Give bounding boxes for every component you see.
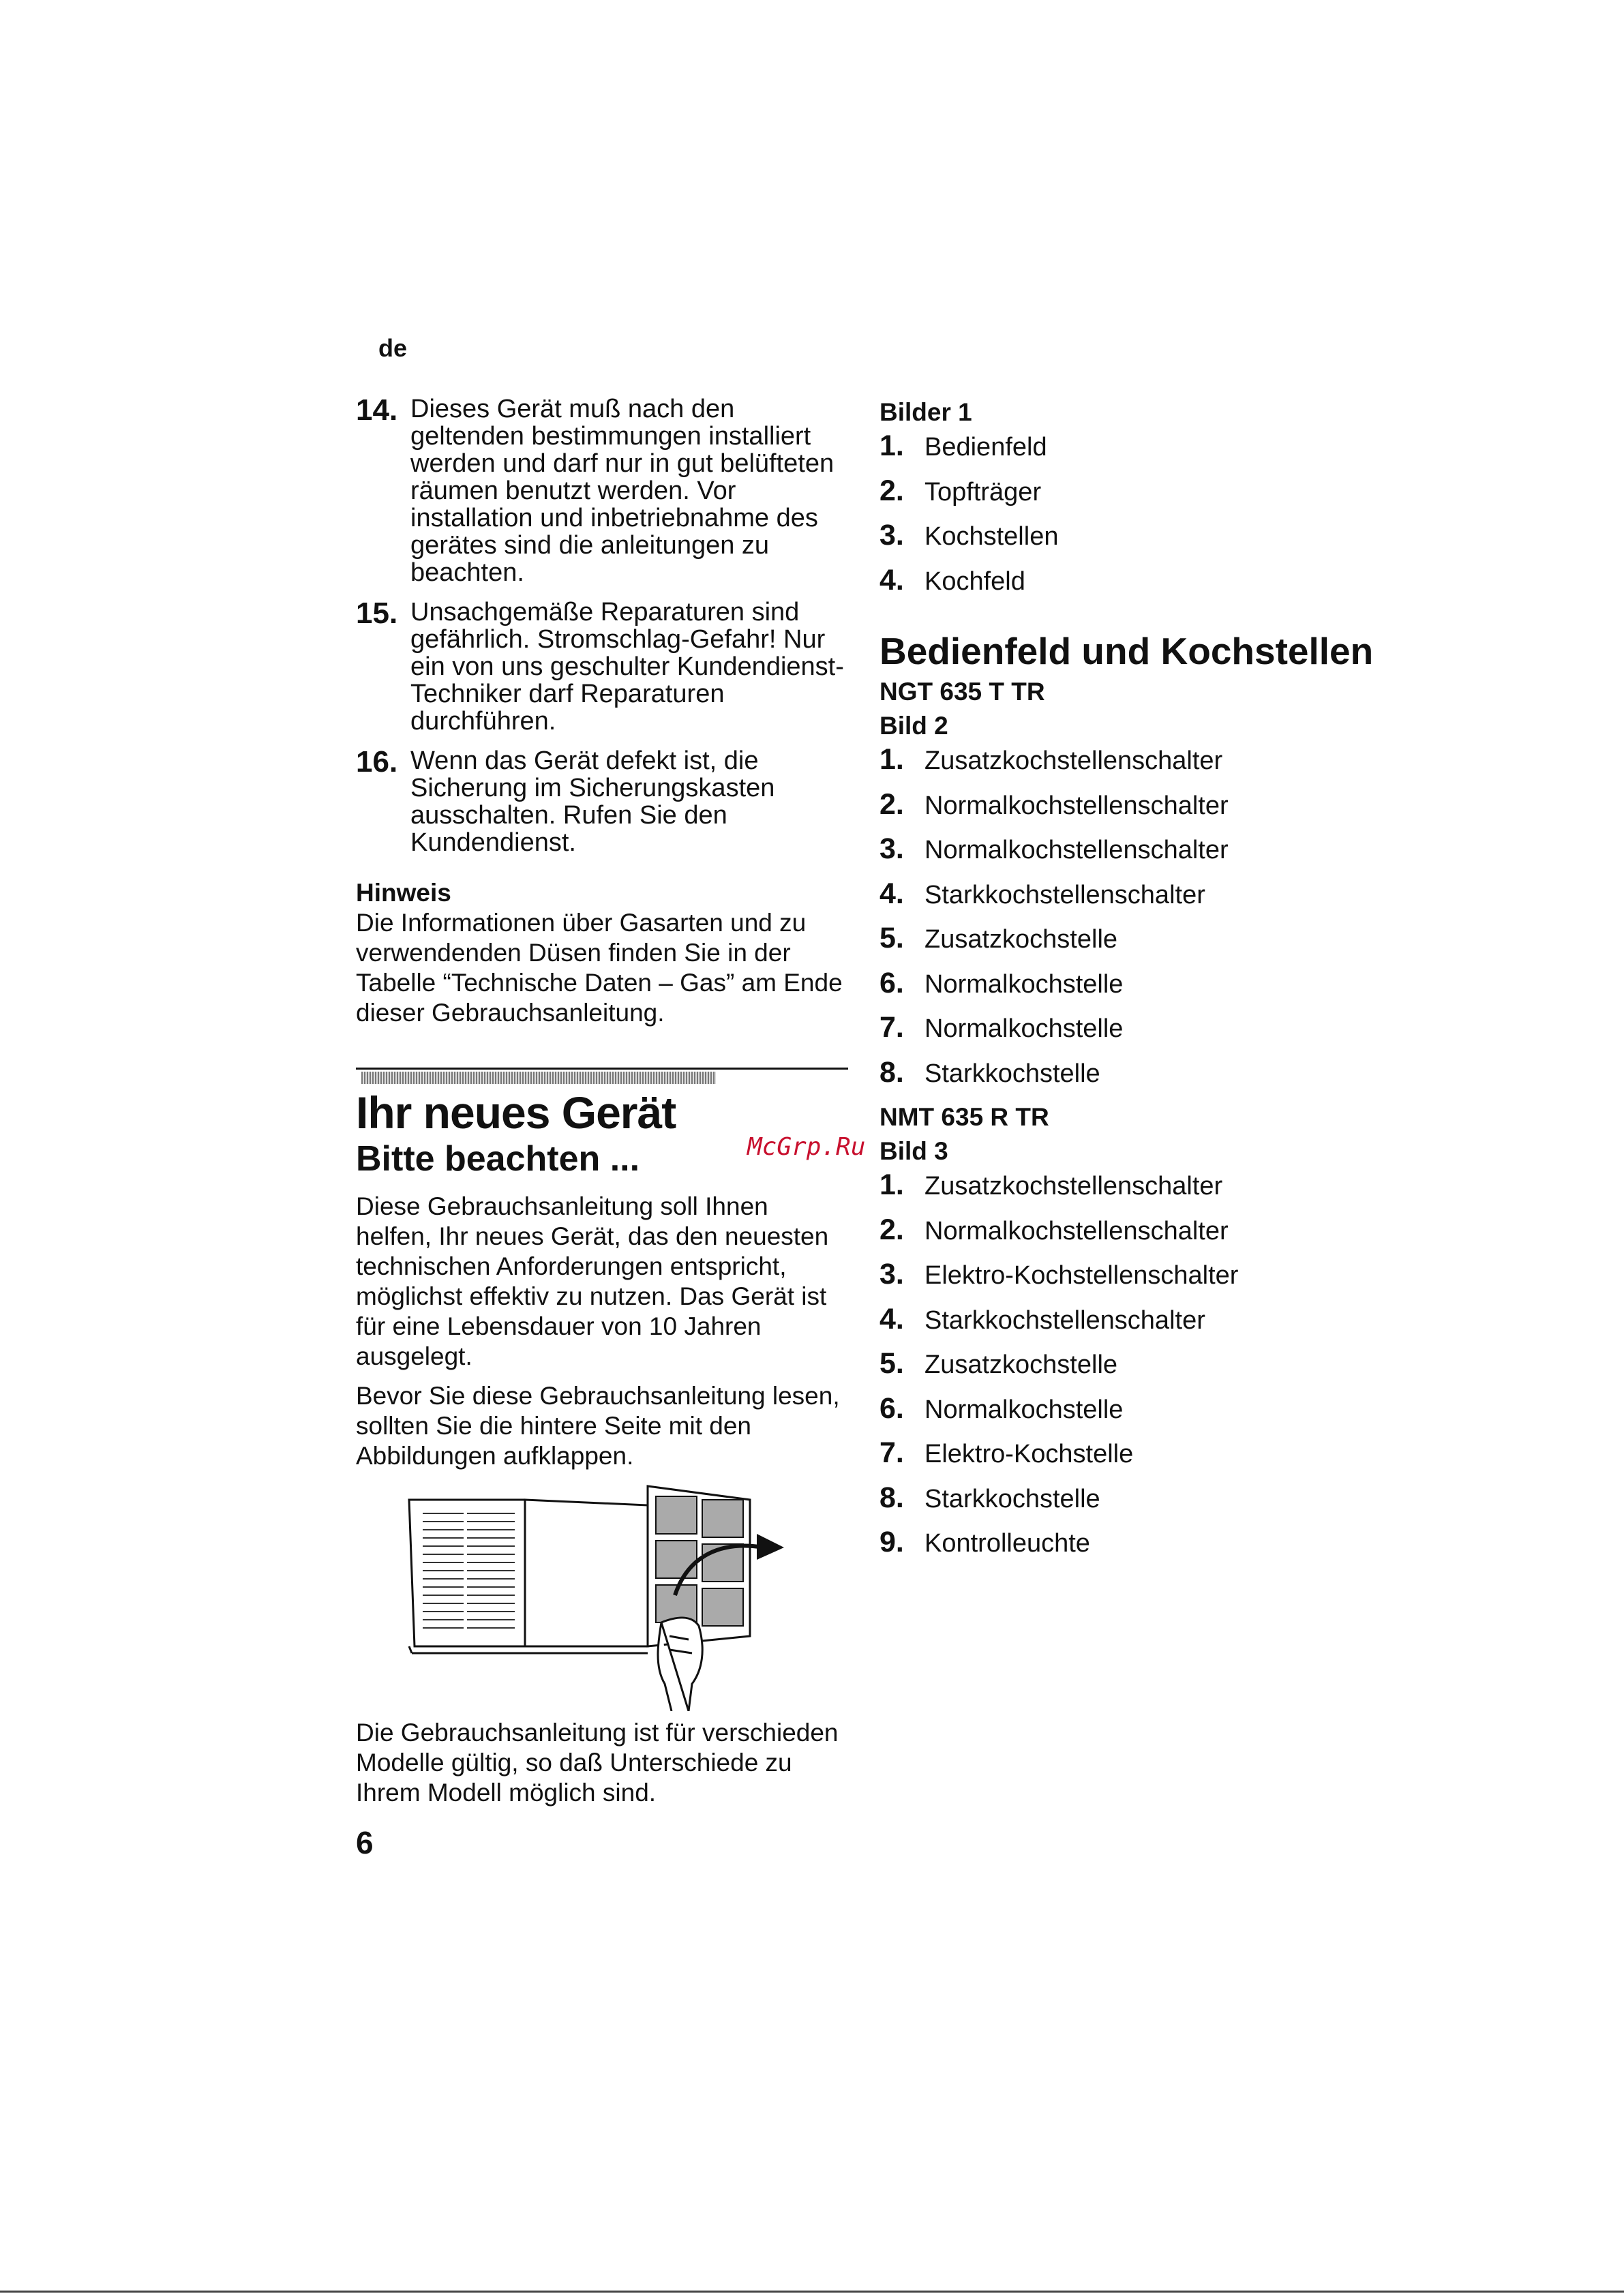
model-nmt: NMT 635 R TR: [879, 1103, 1049, 1131]
watermark: McGrp.Ru: [747, 1133, 866, 1161]
list-item: [879, 1168, 1425, 1213]
item-text: Starkkochstellenschalter: [924, 880, 1205, 909]
item-text: Kontrolleuchte: [924, 1529, 1090, 1558]
bild3-title: Bild 3: [879, 1137, 948, 1165]
list-item: [879, 1258, 1425, 1303]
list-item: [879, 1481, 1425, 1526]
item-text: Dieses Gerät muß nach den geltenden bestimmungen installiert werden und darf nur in gut belüfteten räumen benutzt werden. Vor installation und inbetriebnahme des gerätes sind die anleitungen zu beachten.: [410, 395, 834, 587]
item-number: 1.: [879, 743, 904, 776]
left-column: [356, 395, 847, 1028]
list-item: [879, 564, 1425, 609]
language-label: de: [378, 334, 408, 362]
hinweis-title: Hinweis: [356, 879, 451, 907]
item-number: 2.: [879, 474, 904, 507]
item-number: 2.: [879, 1213, 904, 1246]
page-heading: Ihr neues Gerät: [356, 1087, 676, 1138]
item-number: 8.: [879, 1055, 904, 1089]
item-number: 2.: [879, 787, 904, 821]
instruction-paragraph: Bevor Sie diese Gebrauchsanleitung lesen, sollten Sie die hintere Seite mit den Abbildungen aufklappen.: [356, 1382, 840, 1470]
list-item: [879, 788, 1425, 833]
item-text: Starkkochstelle: [924, 1059, 1100, 1088]
list-item: [879, 1011, 1425, 1056]
list-item: [356, 395, 847, 586]
section-divider: [356, 1068, 848, 1070]
item-text: Normalkochstellenschalter: [924, 836, 1229, 864]
list-item: [879, 967, 1425, 1012]
hinweis-text: Die Informationen über Gasarten und zu verwendenden Düsen finden Sie in der Tabelle “Technische Daten – Gas” am Ende dieser Gebrauchsanleitung.: [356, 909, 843, 1027]
item-text: Bedienfeld: [924, 433, 1047, 462]
list-item: [879, 519, 1425, 564]
list-item: [356, 747, 847, 856]
item-text: Normalkochstellenschalter: [924, 1216, 1229, 1245]
list-item: [879, 1056, 1425, 1101]
models-note-paragraph: Die Gebrauchsanleitung ist für verschieden Modelle gültig, so daß Unterschiede zu Ihrem Modell möglich sind.: [356, 1719, 839, 1807]
page-number: 6: [356, 1825, 374, 1860]
list-item: [879, 1303, 1425, 1348]
bottom-rule: [0, 2291, 1624, 2293]
item-text: Zusatzkochstelle: [924, 925, 1118, 954]
item-text: Normalkochstelle: [924, 1395, 1124, 1424]
item-number: 15.: [356, 596, 398, 630]
list-item: [879, 922, 1425, 967]
item-number: 3.: [879, 519, 904, 552]
item-number: 7.: [879, 1436, 904, 1469]
item-text: Wenn das Gerät defekt ist, die Sicherung im Sicherungskasten ausschalten. Rufen Sie den Kundendienst.: [410, 746, 775, 857]
item-text: Starkkochstellenschalter: [924, 1305, 1205, 1335]
right-column: [879, 395, 1425, 1571]
item-text: Topfträger: [924, 477, 1042, 507]
item-text: Zusatzkochstelle: [924, 1350, 1118, 1379]
item-number: 5.: [879, 1347, 904, 1380]
item-number: 3.: [879, 1258, 904, 1290]
item-number: 1.: [879, 1168, 904, 1201]
model-ngt: NGT 635 T TR: [879, 678, 1045, 706]
item-text: Kochfeld: [924, 567, 1025, 596]
item-number: 4.: [879, 1302, 904, 1335]
item-number: 14.: [356, 393, 398, 427]
list-item: [879, 1436, 1425, 1481]
item-text: Normalkochstellenschalter: [924, 791, 1229, 820]
item-number: 6.: [879, 966, 904, 999]
bilder1-title: Bilder 1: [879, 398, 972, 426]
item-text: Zusatzkochstellenschalter: [924, 1172, 1223, 1200]
list-item: [879, 1392, 1425, 1437]
list-item: [879, 429, 1425, 474]
item-number: 6.: [879, 1391, 904, 1425]
item-text: Kochstellen: [924, 522, 1059, 551]
item-number: 9.: [879, 1526, 904, 1558]
item-text: Normalkochstelle: [924, 1014, 1124, 1043]
list-item: [879, 832, 1425, 877]
item-number: 16.: [356, 745, 398, 779]
section-title: Bedienfeld und Kochstellen: [879, 630, 1374, 672]
intro-paragraph: Diese Gebrauchsanleitung soll Ihnen helfen, Ihr neues Gerät, das den neuesten technischen Anforderungen entspricht, möglichst effektiv zu nutzen. Das Gerät ist für eine Lebensdauer von 10 Jahren ausgelegt.: [356, 1192, 829, 1370]
divider-hatch: [361, 1072, 716, 1084]
list-item: [879, 1526, 1425, 1571]
unfold-manual-illustration: [402, 1479, 798, 1711]
item-number: 7.: [879, 1011, 904, 1044]
page-subheading: Bitte beachten ...: [356, 1139, 640, 1179]
list-item: [879, 1213, 1425, 1258]
item-number: 4.: [879, 563, 904, 596]
item-number: 8.: [879, 1481, 904, 1514]
item-text: Elektro-Kochstellenschalter: [924, 1261, 1239, 1290]
item-number: 5.: [879, 922, 904, 954]
list-item: [879, 1347, 1425, 1392]
item-text: Zusatzkochstellenschalter: [924, 746, 1223, 775]
item-number: 1.: [879, 429, 904, 462]
item-text: Starkkochstelle: [924, 1484, 1100, 1513]
item-number: 4.: [879, 877, 904, 910]
item-text: Normalkochstelle: [924, 969, 1124, 999]
list-item: [879, 474, 1425, 519]
list-item: [356, 596, 847, 736]
item-number: 3.: [879, 832, 904, 865]
list-item: [879, 743, 1425, 788]
item-text: Unsachgemäße Reparaturen sind gefährlich. Stromschlag-Gefahr! Nur ein von uns geschulter Kundendienst-Techniker darf Reparaturen durchführen.: [410, 598, 844, 736]
list-item: [879, 877, 1425, 922]
bild2-title: Bild 2: [879, 712, 948, 740]
item-text: Elektro-Kochstelle: [924, 1440, 1134, 1468]
